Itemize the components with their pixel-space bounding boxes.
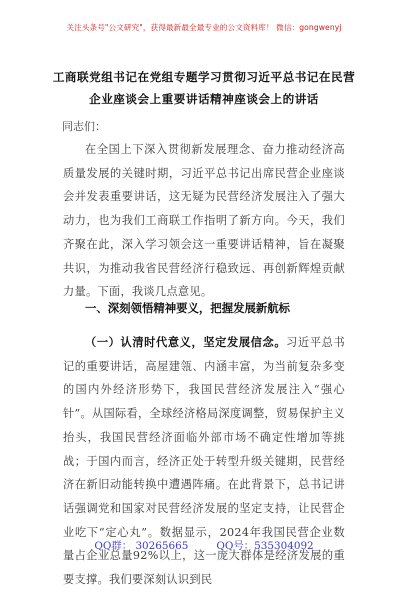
subsection-heading: （一）认清时代意义，坚定发展信念。 bbox=[85, 335, 287, 349]
promo-banner: 关注头条号"公文研究"，获得最新最全最专业的公文资料库！ 微信：gongwenyj bbox=[66, 23, 342, 32]
document-title-line-2: 企业座谈会上重要讲话精神座谈会上的讲话 bbox=[89, 92, 319, 106]
document-title-line-1: 工商联党组书记在党组专题学习贯彻习近平总书记在民营 bbox=[52, 70, 356, 84]
qq-group-number: QQ群： 30265665 bbox=[94, 540, 189, 552]
section-heading: 一、深刻领悟精神要义，把握发展新航标 bbox=[85, 301, 291, 315]
contact-footer bbox=[0, 537, 408, 552]
qq-number: QQ号：535304092 bbox=[216, 540, 314, 552]
subsection-paragraph bbox=[63, 331, 345, 592]
salutation: 同志们： bbox=[62, 120, 106, 133]
intro-paragraph: 在全国上下深入贯彻新发展理念、奋力推动经济高质量发展的关键时期，习近平总书记出席民营企业座谈会并发表重要讲话，这无疑为民营经济发展注入了强大动力，也为我们工商联工作指明了新方向。今天，我们齐聚在此，深入学习领会这一重要讲话精神，旨在凝聚共识，为推动我省民营经济行稳致远、再创新辉煌贡献力量。下面，我谈几点意见。 bbox=[63, 143, 345, 299]
subsection-text: 习近平总书记的重要讲话，高屋建瓴、内涵丰富，为当前复杂多变的国内外经济形势下，我国民营经济发展注入“强心针”。从国际看，全球经济格局深度调整，贸易保护主义抬头，我国民营经济面临外部市场不确定性增加等挑战；于国内而言，经济正处于转型升级关键期，民营经济在新旧动能转换中遭遇阵痛。在此背景下，总书记讲话强调党和国家对民营经济发展的坚定支持，让民营企业吃下“定心丸”。数据显示，2024年我国民营企业数量占企业总量92%以上，这一庞大群体是经济发展的重要支撑。我们要深刻认识到民 bbox=[63, 336, 345, 587]
